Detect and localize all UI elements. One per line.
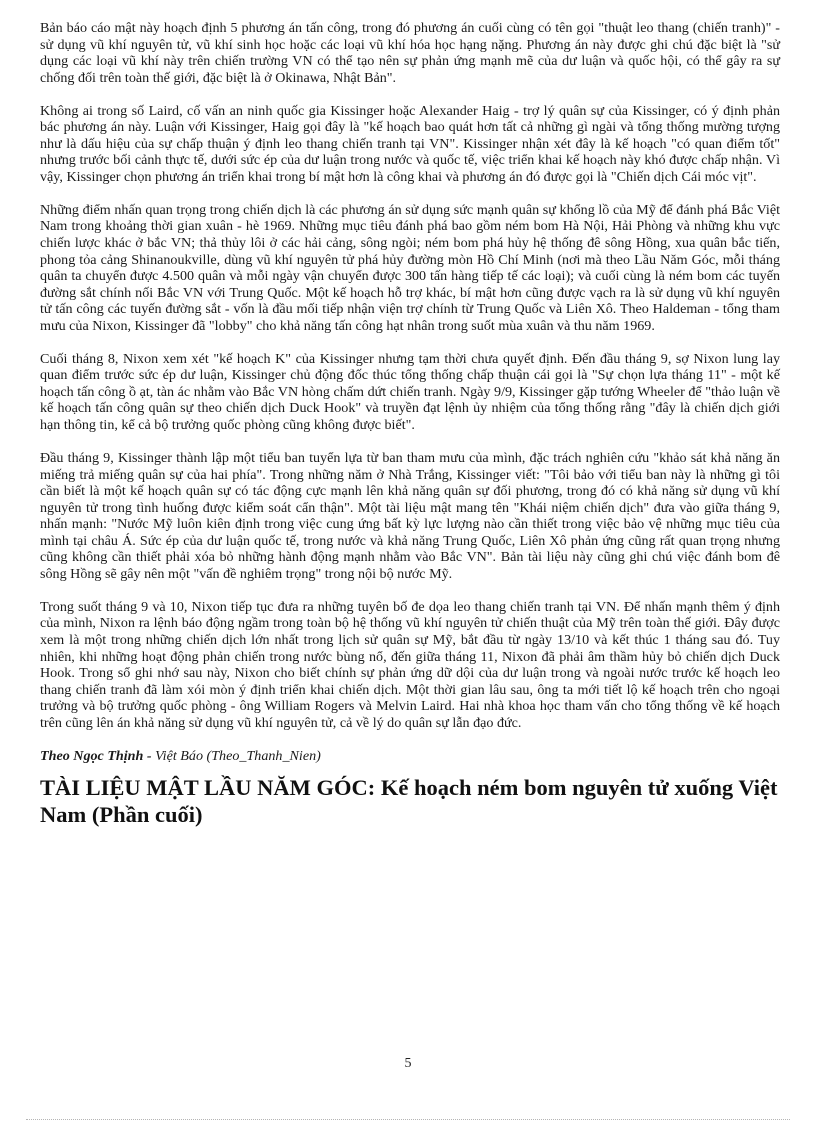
document-body <box>40 20 780 828</box>
article-heading: TÀI LIỆU MẬT LẦU NĂM GÓC: Kế hoạch ném bom nguyên tử xuống Việt Nam (Phần cuối) <box>40 775 778 828</box>
paragraph-6: Trong suốt tháng 9 và 10, Nixon tiếp tục đưa ra những tuyên bố đe dọa leo thang chiến tranh tại VN. Để nhấn mạnh thêm ý định của mình, Nixon ra lệnh báo động ngầm trong toàn bộ hệ thống vũ khí nguyên tử chiến thuật của Mỹ trên toàn thế giới. Đây được xem là một trong những chiến dịch lớn nhất trong lịch sử quân sự Mỹ, bắt đầu từ ngày 13/10 và kết thúc 1 tháng sau đó. Tuy nhiên, khi những hoạt động phản chiến trong nước bùng nổ, đến giữa tháng 11, Nixon đã phải âm thầm hủy bỏ chiến dịch Duck Hook. Trong sổ ghi nhớ sau này, Nixon cho biết chính sự phản ứng dữ dội của dư luận trong và ngoài nước trước kế hoạch leo thang chiến tranh đã làm xói mòn ý định triển khai chiến dịch. Một thời gian lâu sau, ông ta mới tiết lộ kế hoạch trên cho ngoại trưởng và bộ trưởng quốc phòng - ông William Rogers và Melvin Laird. Hai nhà khoa học tham vấn cho tổng thống về kế hoạch trên cũng lên án khả năng sử dụng vũ khí nguyên tử, cả về lý do quân sự lẫn đạo đức. <box>40 598 780 731</box>
credit-author: Theo Ngọc Thịnh - <box>40 747 152 764</box>
paragraph-1: Bản báo cáo mật này hoạch định 5 phương án tấn công, trong đó phương án cuối cùng có tên gọi "thuật leo thang (chiến tranh)" - sử dụng vũ khí nguyên tử, vũ khí sinh học hoặc các loại vũ khí hóa học hạng nặng. Phương án này được ghi chú đặc biệt là "sử dụng các loại vũ khí này trên chiến trường VN có thể tạo nên sự phản ứng mạnh mẽ của dư luận và quốc hội, có thể gây ra sự chống đối trên toàn thế giới, đặc biệt là ở Okinawa, Nhật Bản". <box>40 20 780 86</box>
credit-source: Việt Báo (Theo_Thanh_Nien) <box>151 747 321 764</box>
article-credit <box>40 748 780 765</box>
paragraph-3: Những điểm nhấn quan trọng trong chiến dịch là các phương án sử dụng sức mạnh quân sự khổng lồ của Mỹ để đánh phá Bắc Việt Nam trong khoảng thời gian xuân - hè 1969. Những mục tiêu đánh phá bao gồm ném bom Hà Nội, Hải Phòng và những khu vực chiến lược khác ở bắc VN; thả thủy lôi ở các hải cảng, sông ngòi; ném bom phá hủy hệ thống đê sông Hồng, xua quân bắc tiến, phong tỏa cảng Shinanoukville, dùng vũ khí nguyên tử phá hủy đường mòn Hồ Chí Minh (nơi mà theo Lầu Năm Góc, mỗi tháng quân ta chuyển được 4.500 quân và mỗi ngày vận chuyển được 300 tấn hàng tiếp tế các loại); và cuối cùng là ném bom các tuyến đường sắt chính nối Bắc VN với Trung Quốc. Một kế hoạch hỗ trợ khác, bí mật hơn cũng được vạch ra là sử dụng vũ khí nguyên tử tấn công các tuyến đường sắt - vốn là đầu mối tiếp nhận viện trợ chính từ Trung Quốc và Liên Xô. Theo Haldeman - tổng tham mưu của Nixon, Kissinger đã "lobby" cho khả năng tấn công hạt nhân trong suốt mùa xuân và thu năm 1969. <box>40 201 780 334</box>
paragraph-5: Đầu tháng 9, Kissinger thành lập một tiểu ban tuyển lựa từ ban tham mưu của mình, đặc trách nghiên cứu "khảo sát khả năng ăn miếng trả miếng quân sự của hai phía". Trong những năm ở Nhà Trắng, Kissinger viết: "Tôi bảo với tiểu ban này là những gì tôi cần biết là một kế hoạch quân sự có tác động cực mạnh lên khả năng quân sự đối phương, trong đó có khả năng sử dụng vũ khí nguyên tử trong tình huống được kiểm soát cẩn thận". Một tài liệu mật mang tên "Khái niệm chiến dịch" đưa vào giữa tháng 9, nhấn mạnh: "Nước Mỹ luôn kiên định trong việc cung ứng bất kỳ lực lượng nào cần thiết trong việc bảo vệ những mục tiêu của mình tại châu Á. Sức ép của dư luận quốc tế, trong nước và khả năng Trung Quốc, Liên Xô phản ứng cũng rất quan trọng nhưng cũng không cần thiết phải xóa bỏ những hành động mạnh nhằm vào Bắc VN". Bản tài liệu này cũng ghi chú việc đánh bom đê sông Hồng sẽ gây nên một "vấn đề nghiêm trọng" trong nội bộ nước Mỹ. <box>40 450 780 582</box>
footer-divider <box>26 1119 790 1120</box>
paragraph-2: Không ai trong số Laird, cố vấn an ninh quốc gia Kissinger hoặc Alexander Haig - trợ lý quân sự của Kissinger, có ý định phản bác phương án này. Luận với Kissinger, Haig gọi đây là "kế hoạch bao quát hơn tất cả những gì ngài và tổng thống mường tượng như là dấu hiệu của sự chấp thuận ý định leo thang chiến tranh tại VN". Kissinger nhận xét đây là kế hoạch "có quan điểm tốt" nhưng trước bối cảnh thực tế, dưới sức ép của dư luận trong nước và quốc tế, việc triển khai kế hoạch này khó được chấp nhận. Vì vậy, Kissinger chọn phương án triển khai trong bí mật hơn là công khai và phương án đó được gọi là "Chiến dịch Cái móc vịt". <box>40 102 780 185</box>
page-number: 5 <box>404 1056 412 1071</box>
paragraph-4: Cuối tháng 8, Nixon xem xét "kế hoạch K" của Kissinger nhưng tạm thời chưa quyết định. Đến đầu tháng 9, sợ Nixon lung lay quan điểm trước sức ép dư luận, Kissinger chủ động đốc thúc tổng thống chấp thuận cái gọi là "Sự chọn lựa tháng 11" - một kế hoạch tấn công ồ ạt, tàn ác nhằm vào Bắc VN hòng chấm dứt chiến tranh. Ngày 9/9, Kissinger gặp tướng Wheeler để "thảo luận về kế hoạch tấn công quân sự theo chiến dịch Duck Hook" và truyền đạt lệnh ủy nhiệm của tổng thống rằng "đây là chiến dịch giới hạn thông tin, kể cả bộ trưởng quốc phòng cũng không được biết". <box>40 350 780 433</box>
